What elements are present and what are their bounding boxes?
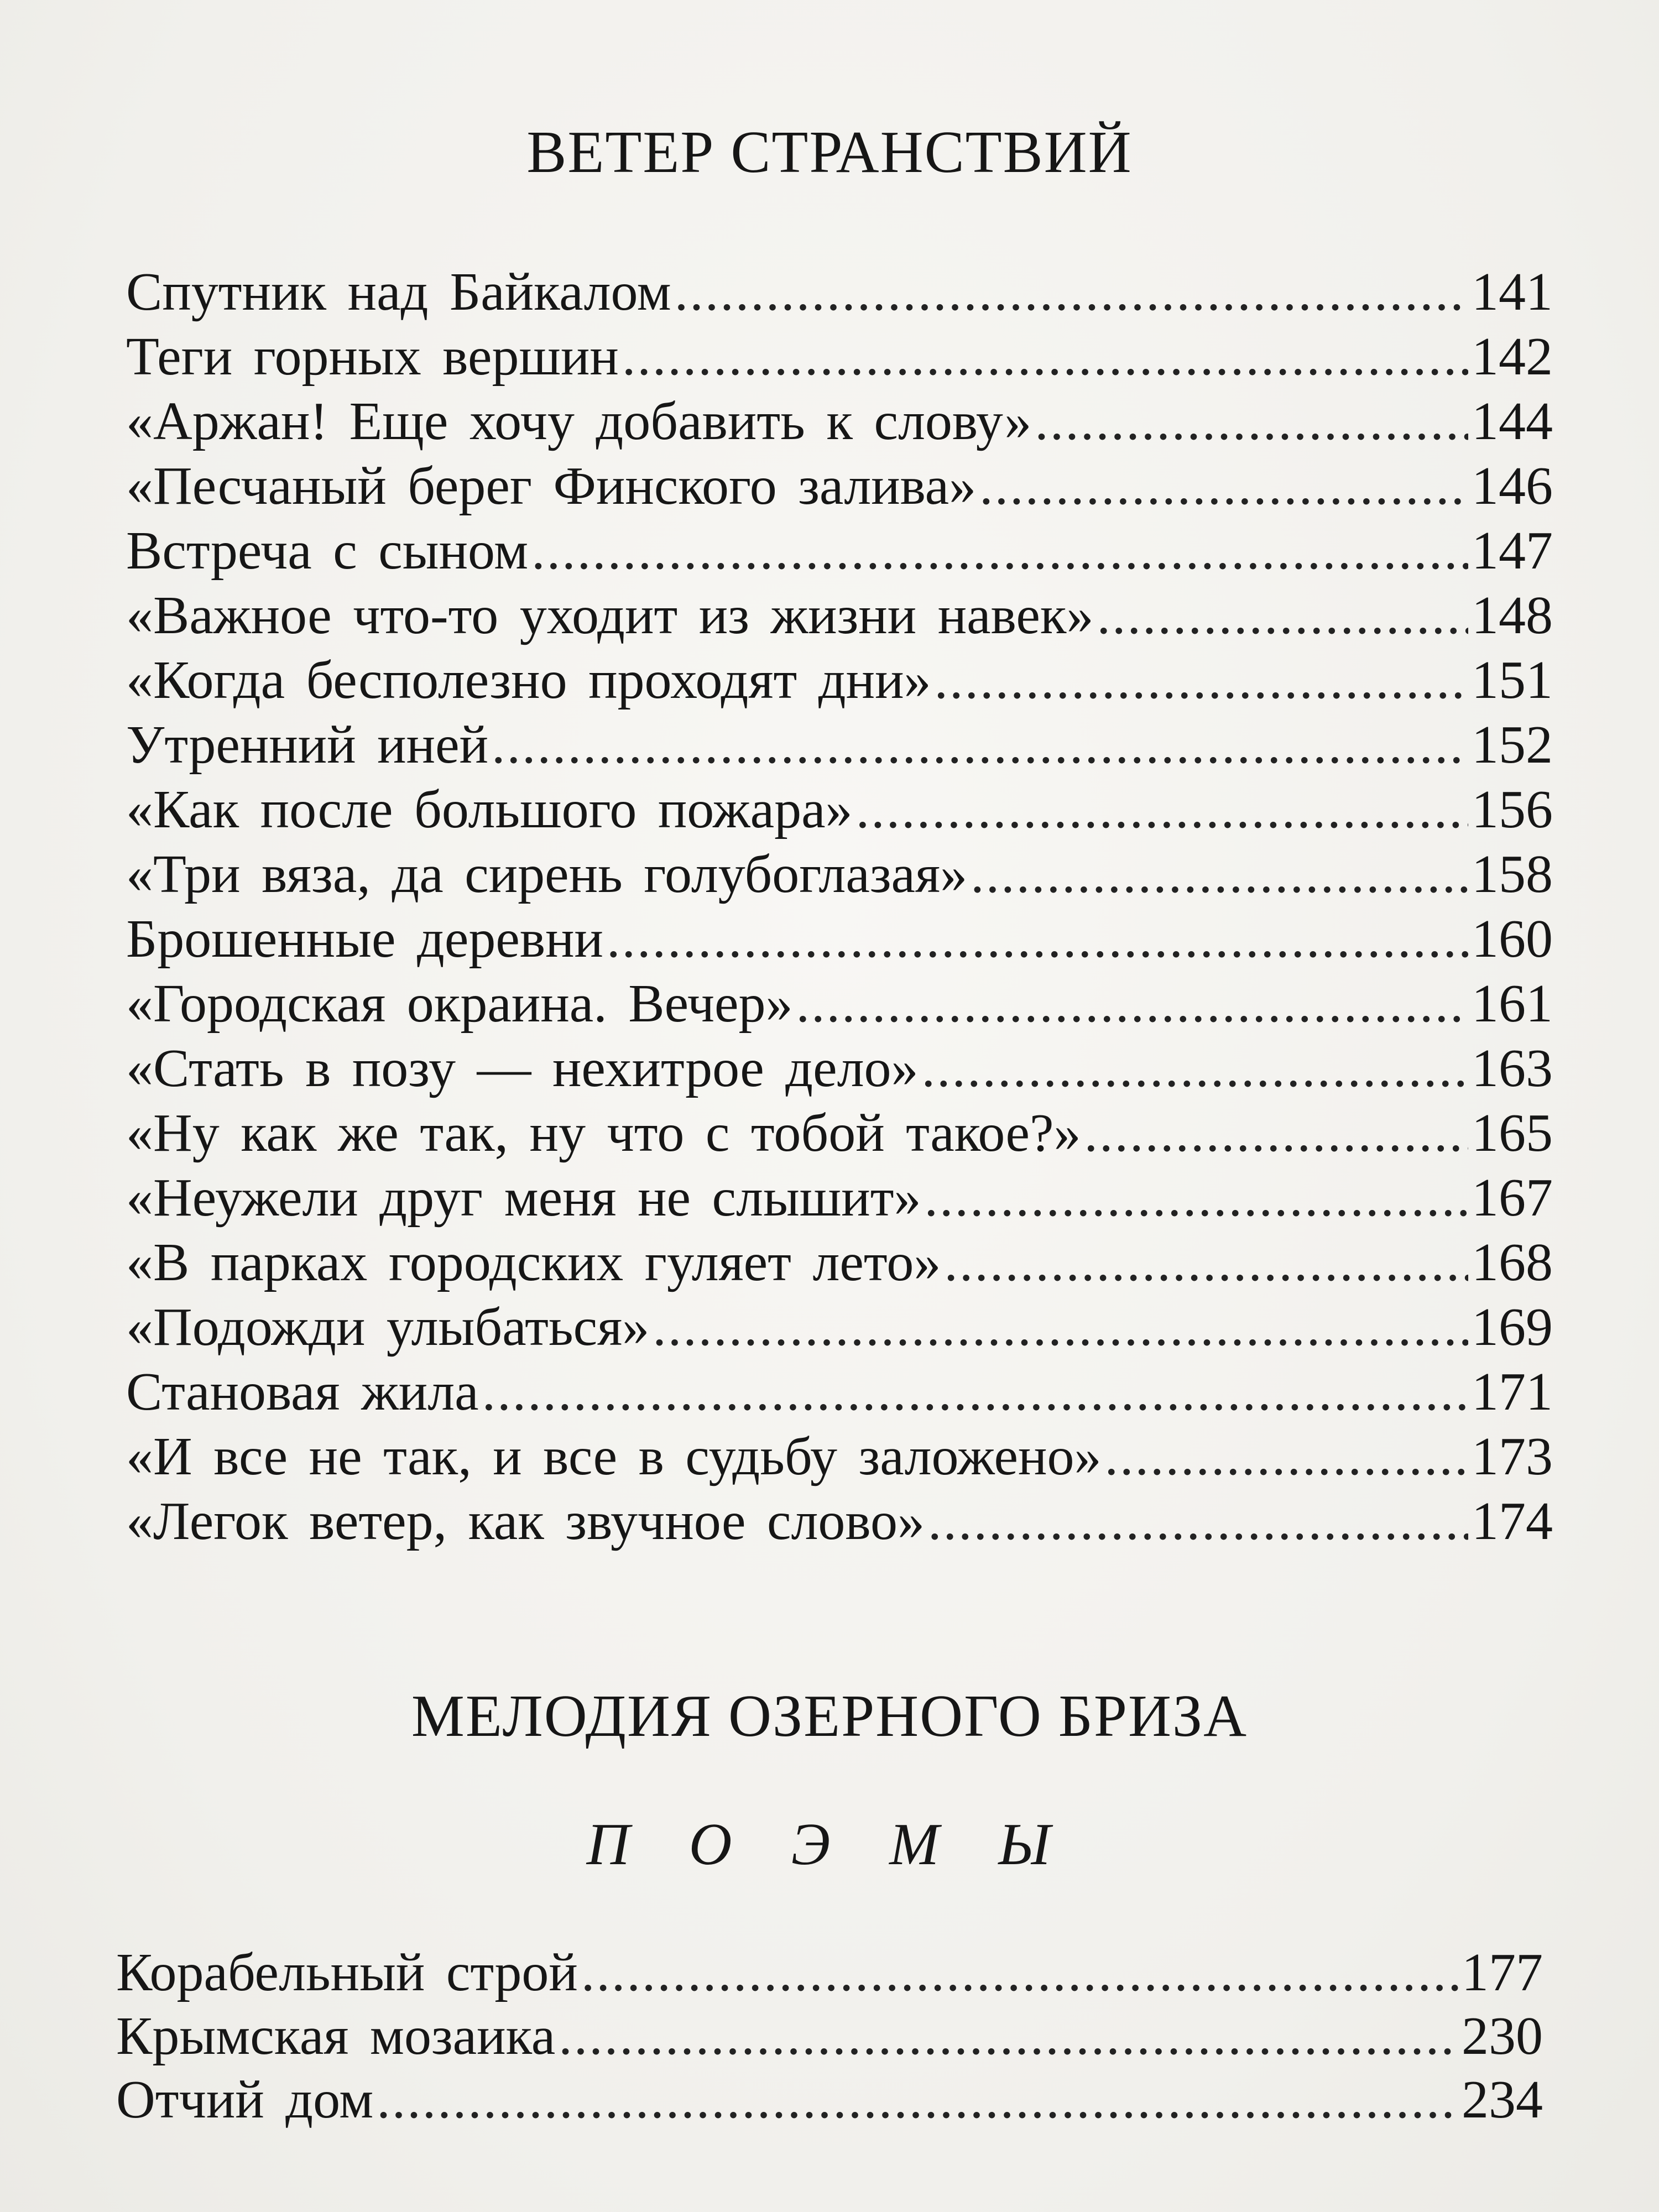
toc-entry-page: 168 (1472, 1233, 1553, 1292)
toc-entry-page: 141 (1472, 262, 1553, 322)
toc-entry-page: 174 (1472, 1491, 1553, 1551)
toc-entry (126, 1230, 1553, 1295)
toc-entry-page: 144 (1472, 392, 1553, 451)
toc-entry-page: 160 (1472, 909, 1553, 969)
toc-entry-title: «Неужели друг меня не слышит» (126, 1168, 921, 1228)
toc-entry (126, 325, 1553, 389)
dot-leader (653, 1295, 1468, 1360)
toc-entry-title: Спутник над Байкалом (126, 262, 671, 322)
toc-entry-page: 177 (1462, 1943, 1543, 2002)
toc-entry-page: 167 (1472, 1168, 1553, 1228)
toc-entry-title: «Аржан! Еще хочу добавить к слову» (126, 392, 1032, 451)
toc-entry-title: Отчий дом (116, 2070, 374, 2130)
toc-entry-page: 142 (1472, 327, 1553, 387)
toc-entry-title: «Ну как же так, ну что с тобой такое?» (126, 1103, 1081, 1163)
dot-leader (559, 2005, 1458, 2068)
toc-entry-page: 161 (1472, 974, 1553, 1034)
toc-entry-page: 230 (1462, 2006, 1543, 2066)
toc-entry-page: 146 (1472, 456, 1553, 516)
dot-leader (796, 972, 1468, 1036)
dot-leader (675, 260, 1468, 325)
toc-entry-title: Крымская мозаика (116, 2006, 556, 2066)
toc-entry-title: «Подожди улыбаться» (126, 1297, 650, 1357)
dot-leader (482, 1360, 1468, 1425)
toc-entry (126, 648, 1553, 713)
toc-entry-title: «И все не так, и все в судьбу заложено» (126, 1427, 1102, 1486)
dot-leader (1084, 1101, 1468, 1166)
toc-entry (126, 972, 1553, 1036)
toc-entry-title: «Когда бесполезно проходят дни» (126, 650, 931, 710)
toc-entry-page: 156 (1472, 780, 1553, 839)
toc-entry-title: «Стать в позу — нехитрое дело» (126, 1039, 919, 1098)
dot-leader (581, 1941, 1458, 2005)
section-title-veter-stranstviy: ВЕТЕР СТРАНСТВИЙ (526, 119, 1133, 185)
dot-leader (856, 778, 1468, 842)
toc-entry (126, 778, 1553, 842)
toc-entry-title: «Песчаный берег Финского залива» (126, 456, 977, 516)
toc-entry (126, 1101, 1553, 1166)
dot-leader (979, 454, 1468, 519)
toc-entry-title: «Три вяза, да сирень голубоглазая» (126, 844, 968, 904)
toc-entry-title: Брошенные деревни (126, 909, 603, 969)
toc-entry (126, 842, 1553, 907)
toc-entry-title: «Городская окраина. Вечер» (126, 974, 793, 1034)
section-title-melodiya-ozernogo-briza: МЕЛОДИЯ ОЗЕРНОГО БРИЗА (411, 1683, 1248, 1749)
toc-entry-page: 169 (1472, 1297, 1553, 1357)
toc-entry (126, 1360, 1553, 1425)
toc-entry (116, 2005, 1543, 2068)
toc-entry (126, 583, 1553, 648)
toc-entry-title: «Легок ветер, как звучное слово» (126, 1491, 925, 1551)
dot-leader (622, 325, 1468, 389)
toc-entry (126, 1166, 1553, 1230)
toc-entry (126, 454, 1553, 519)
toc-entry-page: 147 (1472, 521, 1553, 581)
toc-entry-title: «Важное что-то уходит из жизни навек» (126, 586, 1094, 645)
toc-entry-page: 234 (1462, 2070, 1543, 2130)
toc-entry (126, 1425, 1553, 1489)
toc-entry-page: 158 (1472, 844, 1553, 904)
dot-leader (922, 1036, 1468, 1101)
toc-entry-title: «В парках городских гуляет лето» (126, 1233, 941, 1292)
toc-entry (126, 1295, 1553, 1360)
dot-leader (971, 842, 1468, 907)
toc-entry-title: Встреча с сыном (126, 521, 529, 581)
dot-leader (944, 1230, 1468, 1295)
toc-entry-title: Утренний иней (126, 715, 489, 775)
toc-entry-page: 152 (1472, 715, 1553, 775)
toc-entry-title: Корабельный строй (116, 1943, 578, 2002)
toc-entry-title: «Как после большого пожара» (126, 780, 853, 839)
toc-entry-page: 148 (1472, 586, 1553, 645)
dot-leader (935, 648, 1468, 713)
dot-leader (607, 907, 1468, 972)
table-of-contents-veter-stranstviy (126, 260, 1553, 1554)
toc-entry-title: Теги горных вершин (126, 327, 619, 387)
toc-entry (126, 1036, 1553, 1101)
subsection-title-poemy: П О Э М Ы (586, 1812, 1073, 1877)
toc-entry (126, 260, 1553, 325)
toc-entry-page: 151 (1472, 650, 1553, 710)
dot-leader (1035, 389, 1468, 454)
toc-entry (126, 907, 1553, 972)
toc-entry (116, 1941, 1543, 2005)
table-of-contents-poemy (116, 1941, 1543, 2132)
toc-entry-title: Становая жила (126, 1362, 479, 1422)
toc-entry (126, 1489, 1553, 1554)
dot-leader (377, 2068, 1458, 2132)
toc-entry (126, 713, 1553, 778)
dot-leader (1097, 583, 1468, 648)
toc-entry-page: 173 (1472, 1427, 1553, 1486)
dot-leader (492, 713, 1468, 778)
toc-entry (116, 2068, 1543, 2132)
toc-entry-page: 171 (1472, 1362, 1553, 1422)
dot-leader (531, 519, 1468, 583)
toc-entry-page: 163 (1472, 1039, 1553, 1098)
toc-entry (126, 389, 1553, 454)
dot-leader (1104, 1425, 1468, 1489)
toc-entry-page: 165 (1472, 1103, 1553, 1163)
dot-leader (925, 1166, 1468, 1230)
dot-leader (928, 1489, 1468, 1554)
toc-entry (126, 519, 1553, 583)
